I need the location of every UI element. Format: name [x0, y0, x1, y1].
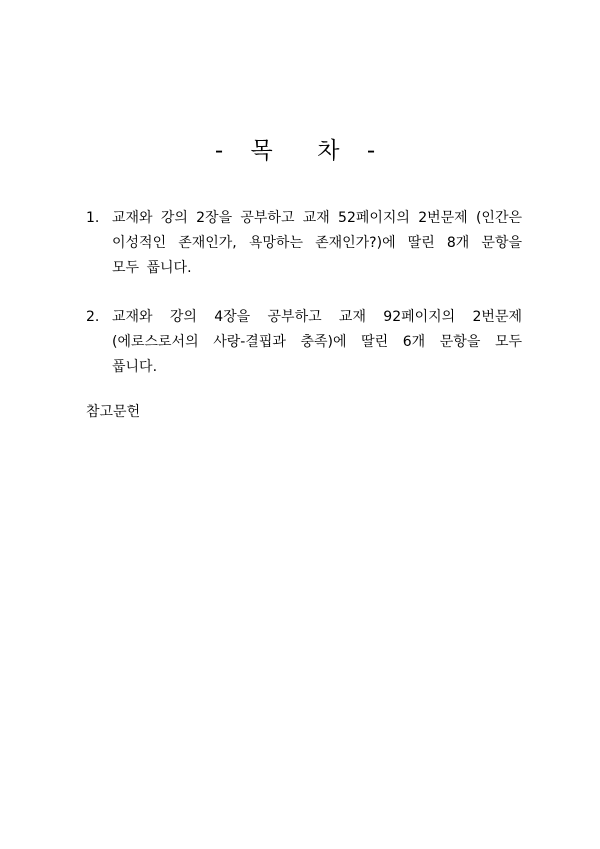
toc-item-2: [86, 305, 522, 380]
toc-item-number: 2.: [86, 309, 100, 325]
toc-title: - 목 차 -: [214, 138, 386, 164]
toc-list: [86, 206, 522, 404]
toc-item-number: 1.: [86, 210, 100, 226]
toc-item-1: [86, 206, 522, 281]
toc-item-text: 교재와 강의 4장을 공부하고 교재 92페이지의 2번문제 (에로스로서의 사랑-결핍과 충족)에 딸린 6개 문항을 모두 풉니다.: [112, 309, 522, 375]
toc-item-text: 교재와 강의 2장을 공부하고 교재 52페이지의 2번문제 (인간은 이성적인 존재인가, 욕망하는 존재인가?)에 딸린 8개 문항을 모두 풉니다.: [112, 210, 522, 276]
references-heading: 참고문헌: [86, 404, 141, 420]
